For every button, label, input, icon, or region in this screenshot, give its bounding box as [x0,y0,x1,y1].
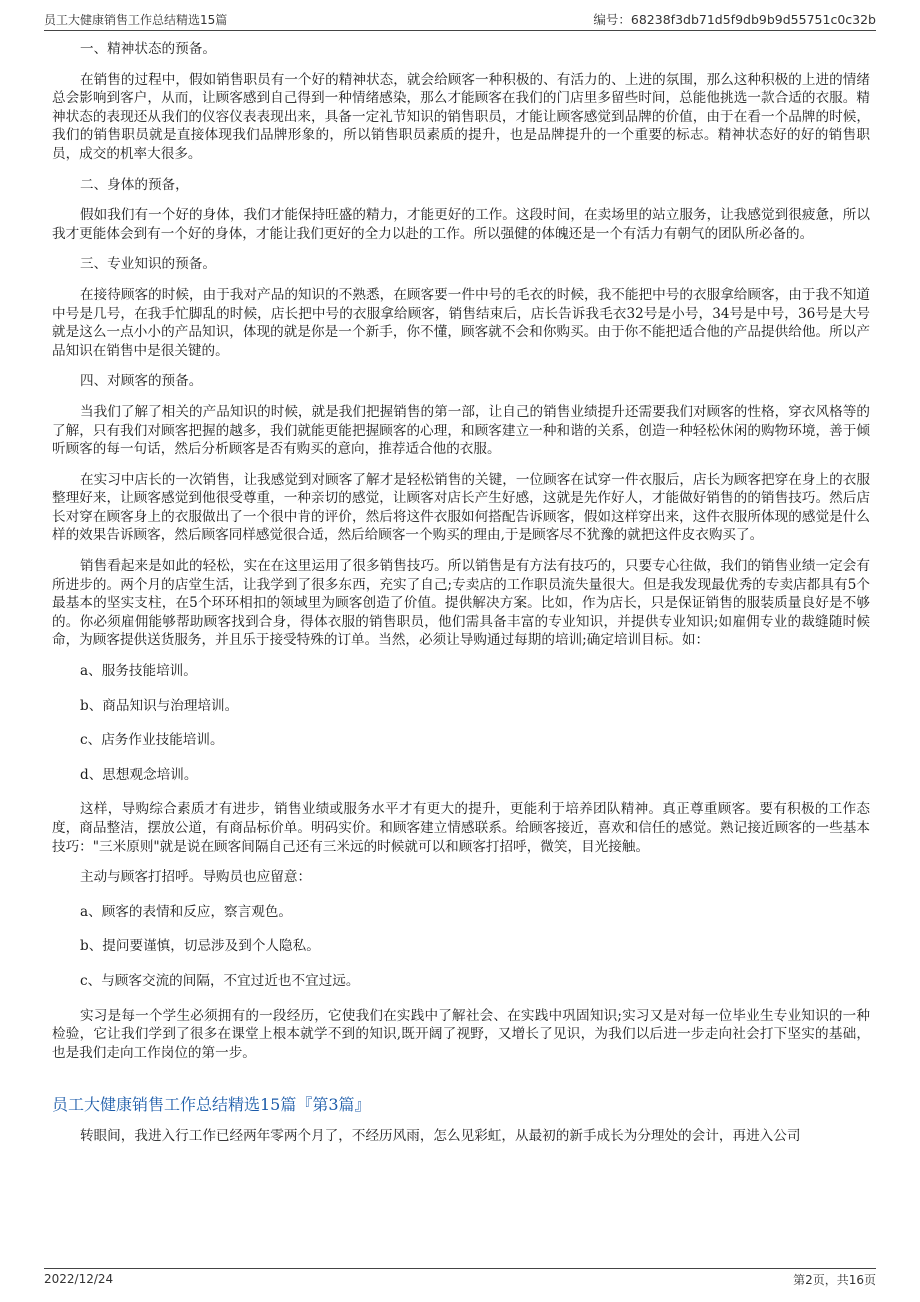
body-paragraph: 假如我们有一个好的身体，我们才能保持旺盛的精力，才能更好的工作。这段时间，在卖场里的站立服务，让我感觉到很疲惫，所以我才更能体会到有一个好的身体，才能让我们更好的全力以赴的工作。所以强健的体魄还是一个有活力有朝气的团队所必备的。 [52,207,870,242]
list-item: c、与顾客交流的间隔，不宜过近也不宜过远。 [80,972,360,989]
body-paragraph: 销售看起来是如此的轻松，实在在这里运用了很多销售技巧。所以销售是有方法有技巧的，只要专心往做，我们的销售业绩一定会有所进步的。两个月的店堂生活，让我学到了很多东西，充实了自己;专卖店的工作职员流失量很大。但是我发现最优秀的专卖店都具有5个最基本的坚实支柱，在5个环环相扣的领域里为顾客创造了价值。提供解决方案。比如，作为店长，只是保证销售的服装质量良好是不够的。你必须雇佣能够帮助顾客找到合身，得体衣服的销售职员，他们需具备丰富的专业知识，并提供专业知识;如雇佣专业的裁缝随时候命，为顾客提供送货服务，并且乐于接受特殊的订单。当然，必须让导购通过每期的培训;确定培训目标。如： [52,558,870,649]
heading-2: 二、身体的预备， [80,176,189,193]
list-item: b、提问要谨慎，切忌涉及到个人隐私。 [80,938,320,955]
page-number: 第2页，共16页 [793,1272,876,1287]
footer-date: 2022/12/24 [44,1272,114,1286]
list-item: a、顾客的表情和反应，察言观色。 [80,903,293,920]
body-paragraph: 实习是每一个学生必须拥有的一段经历，它使我们在实践中了解社会、在实践中巩固知识;实习又是对每一位毕业生专业知识的一种检验，它让我们学到了很多在课堂上根本就学不到的知识,既开阔了视野，又增长了见识，为我们以后进一步走向社会打下坚实的基础，也是我们走向工作岗位的第一步。 [52,1007,870,1061]
body-paragraph: 转眼间，我进入行工作已经两年零两个月了，不经历风雨，怎么见彩虹，从最初的新手成长为分理处的会计，再进入公司 [80,1127,801,1144]
heading-3: 三、专业知识的预备。 [80,256,216,273]
body-paragraph: 这样，导购综合素质才有进步，销售业绩或服务水平才有更大的提升，更能利于培养团队精神。真正尊重顾客。要有积极的工作态度，商品整洁，摆放公道，有商品标价单。明码实价。和顾客建立情感联系。给顾客接近，喜欢和信任的感觉。熟记接近顾客的一些基本技巧："三米原则"就是说在顾客间隔自己还有三米远的时候就可以和顾客打招呼，微笑，目光接触。 [52,801,870,855]
heading-1: 一、精神状态的预备。 [80,41,216,57]
body-paragraph: 当我们了解了相关的产品知识的时候，就是我们把握销售的第一部，让自己的销售业绩提升还需要我们对顾客的性格，穿衣风格等的了解，只有我们对顾客把握的越多，我们就能更能把握顾客的心理，和顾客建立一种和谐的关系，创造一种轻松休闲的购物环境，善于倾听顾客的每一句话，然后分析顾客是否有购买的意向，推荐适合他的衣服。 [52,403,870,458]
body-paragraph: 在销售的过程中，假如销售职员有一个好的精神状态，就会给顾客一种积极的、有活力的、上进的氛围，那么这种积极的上进的情绪总会影响到客户，从而，让顾客感到自己得到一种情绪感染，那么才能顾客在我们的门店里多留些时间，总能他挑选一款合适的衣服。精神状态的表现还从我们的仪容仪表表现出来，具备一定礼节知识的销售职员，才能让顾客感觉到品牌的价值，由于在看一个品牌的时候，我们的销售职员就是直接体现我们品牌形象的，所以销售职员素质的提升，也是品牌提升的一个重要的标志。精神状态好的好的销售职员，成交的机率大很多。 [52,71,870,162]
page-header [44,8,876,31]
heading-4: 四、对顾客的预备。 [80,373,203,390]
page-footer [44,1268,876,1289]
document-id: 编号：68238f3db71d5f9db9b9d55751c0c32b [593,12,876,27]
list-item: d、思想观念培训。 [80,766,198,783]
list-item: c、店务作业技能培训。 [80,732,224,749]
document-body [52,40,870,1158]
header-title: 员工大健康销售工作总结精选15篇 [44,12,228,27]
section-heading: 员工大健康销售工作总结精选15篇『第3篇』 [52,1095,371,1115]
list-item: b、商品知识与治理培训。 [80,697,239,714]
body-paragraph: 在实习中店长的一次销售，让我感觉到对顾客了解才是轻松销售的关键，一位顾客在试穿一件衣服后，店长为顾客把穿在身上的衣服整理好来，让顾客感觉到他很受尊重，一种亲切的感觉，让顾客对店长产生好感，这就是先作好人，才能做好销售的的销售技巧。然后店长对穿在顾客身上的衣服做出了一个很中肯的评价，然后将这件衣服如何搭配告诉顾客，假如这样穿出来，这件衣服所体现的感觉是什么样的效果告诉顾客，然后顾客同样感觉很合适，然后给顾客一个购买的理由,于是顾客尽不犹豫的就把这件皮衣购买了。 [52,471,870,544]
list-item: a、服务技能培训。 [80,663,197,680]
body-paragraph: 主动与顾客打招呼。导购员也应留意： [80,869,312,886]
body-paragraph: 在接待顾客的时候，由于我对产品的知识的不熟悉，在顾客要一件中号的毛衣的时候，我不能把中号的衣服拿给顾客，由于我不知道中号是几号，在我手忙脚乱的时候，店长把中号的衣服拿给顾客，销售结束后，店长告诉我毛衣32号是小号，34号是中号，36号是大号就是这么一点小小的产品知识，体现的就是你是一个新手，你不懂，顾客就不会和你购买。由于你不能把适合他的产品提供给他。所以产品知识在销售中是很关键的。 [52,286,870,359]
